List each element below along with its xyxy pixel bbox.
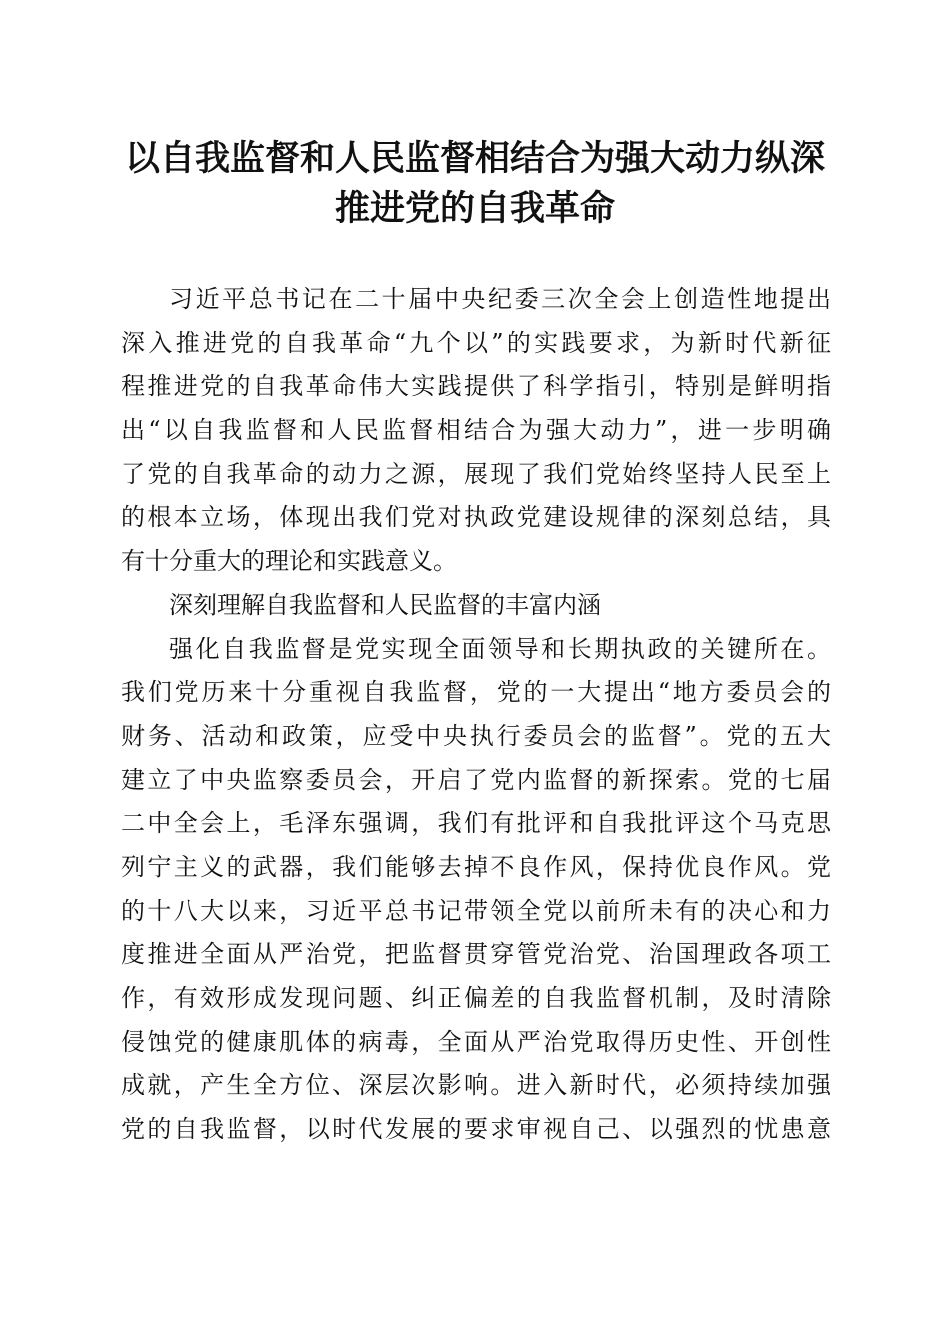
text-line: 建立了中央监察委员会，开启了党内监督的新探索。党的七届 xyxy=(121,765,831,794)
text-line: 党的自我监督，以时代发展的要求审视自己、以强烈的忧患意 xyxy=(121,1115,831,1144)
text-line: 侵蚀党的健康肌体的病毒，全面从严治党取得历史性、开创性 xyxy=(121,1027,831,1056)
title-line: 以自我监督和人民监督相结合为强大动力纵深 xyxy=(124,138,825,179)
text-line: 程推进党的自我革命伟大实践提供了科学指引，特别是鲜明指 xyxy=(121,372,831,401)
text-line: 的十八大以来，习近平总书记带领全党以前所未有的决心和力 xyxy=(121,896,831,925)
text-line: 习近平总书记在二十届中央纪委三次全会上创造性地提出 xyxy=(169,285,831,313)
paragraph-self-supervision xyxy=(121,628,831,1152)
text-line: 我们党历来十分重视自我监督，党的一大提出“地方委员会的 xyxy=(121,678,831,707)
text-line: 列宁主义的武器，我们能够去掉不良作风，保持优良作风。党 xyxy=(121,852,831,881)
paragraph-intro xyxy=(121,278,831,584)
document-title xyxy=(100,134,850,234)
title-line: 推进党的自我革命 xyxy=(334,188,615,229)
text-line: 深刻理解自我监督和人民监督的丰富内涵 xyxy=(169,590,601,619)
text-line: 了党的自我革命的动力之源，展现了我们党始终坚持人民至上 xyxy=(121,459,831,488)
text-line: 出“以自我监督和人民监督相结合为强大动力”，进一步明确 xyxy=(121,416,831,445)
text-line: 成就，产生全方位、深层次影响。进入新时代，必须持续加强 xyxy=(121,1071,831,1100)
text-line: 强化自我监督是党实现全面领导和长期执政的关键所在。 xyxy=(169,634,831,663)
text-line: 有十分重大的理论和实践意义。 xyxy=(121,547,457,576)
document-body xyxy=(121,278,831,1152)
text-line: 财务、活动和政策，应受中央执行委员会的监督”。党的五大 xyxy=(121,721,831,750)
section-heading xyxy=(121,584,831,628)
text-line: 深入推进党的自我革命“九个以”的实践要求，为新时代新征 xyxy=(121,328,831,357)
text-line: 度推进全面从严治党，把监督贯穿管党治党、治国理政各项工 xyxy=(121,940,831,969)
text-line: 作，有效形成发现问题、纠正偏差的自我监督机制，及时清除 xyxy=(121,984,831,1012)
text-line: 的根本立场，体现出我们党对执政党建设规律的深刻总结，具 xyxy=(121,503,831,532)
text-line: 二中全会上，毛泽东强调，我们有批评和自我批评这个马克思 xyxy=(121,809,831,838)
